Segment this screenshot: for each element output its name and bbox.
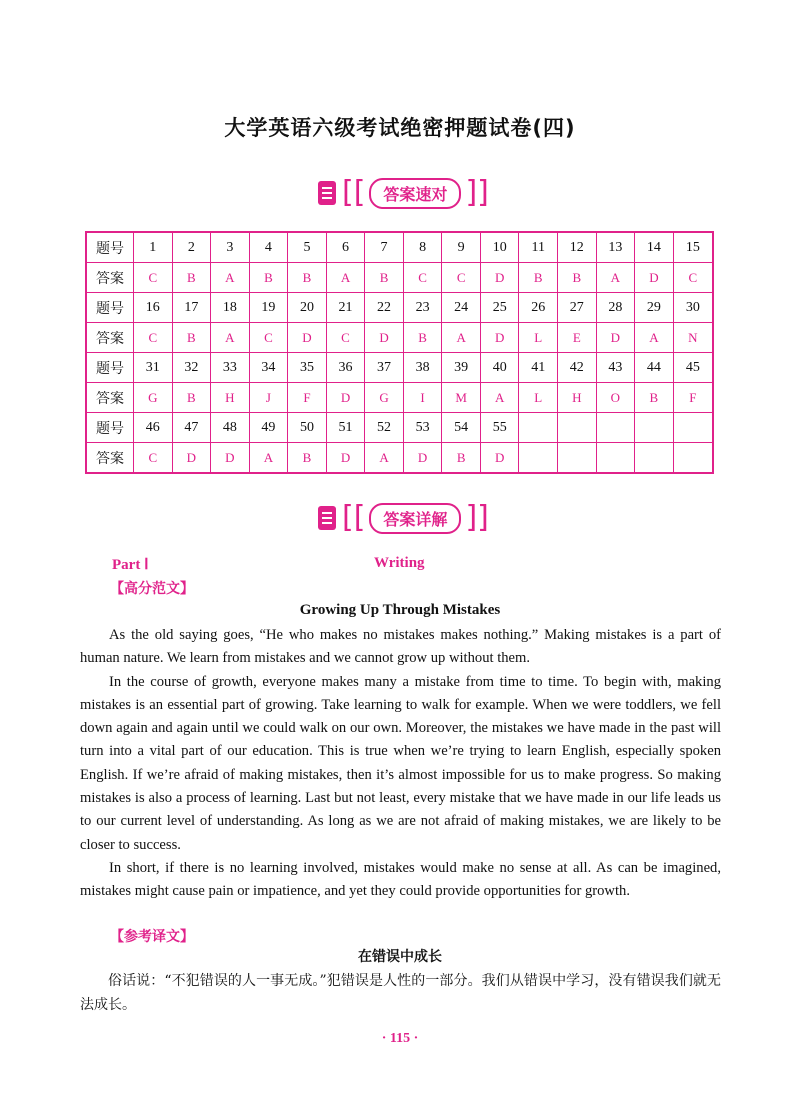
answer-letter: C bbox=[403, 263, 442, 293]
question-number-row bbox=[86, 293, 713, 323]
right-bracket: ]] bbox=[465, 500, 489, 535]
question-number: 25 bbox=[480, 293, 519, 323]
question-number: 13 bbox=[596, 232, 635, 263]
section-name: Writing bbox=[374, 555, 425, 571]
answer-letter bbox=[519, 443, 558, 474]
question-label: 题号 bbox=[86, 413, 134, 443]
essay-body bbox=[80, 624, 721, 904]
question-number: 53 bbox=[403, 413, 442, 443]
answer-letter: M bbox=[442, 383, 481, 413]
essay-paragraph: In the course of growth, everyone makes many a mistake from time to time. To begin with, making mistakes is an essential part of growing. Take learning to walk for example. When we were toddlers, we fell down again and again until we could walk on our own. Moreover, the mistakes we have made in the past will turn into a vital part of our education. This is true when we’re trying to learn English, especially spoken English. If we’re afraid of making mistakes, then it’s almost impossible for us to make progress. So making mistakes is also a process of learning. Last but not least, every mistake that we have made in our life leads us to our current level of understanding. As long as we are not afraid of making mistakes, we are likely to be closer to success. bbox=[80, 673, 721, 853]
question-number: 36 bbox=[326, 353, 365, 383]
answer-letter: B bbox=[288, 443, 327, 474]
question-number: 42 bbox=[558, 353, 597, 383]
answer-letter: B bbox=[365, 263, 404, 293]
answer-letter: F bbox=[673, 383, 713, 413]
answer-label: 答案 bbox=[86, 323, 134, 353]
answer-letter bbox=[673, 443, 713, 474]
answer-letter: A bbox=[211, 263, 250, 293]
question-number: 33 bbox=[211, 353, 250, 383]
answer-letter: N bbox=[673, 323, 713, 353]
question-number: 40 bbox=[480, 353, 519, 383]
answers-quick-label: 答案速对 bbox=[369, 178, 461, 209]
answer-letter: A bbox=[480, 383, 519, 413]
question-number: 28 bbox=[596, 293, 635, 323]
question-number: 19 bbox=[249, 293, 288, 323]
answer-letter: D bbox=[326, 443, 365, 474]
question-number: 52 bbox=[365, 413, 404, 443]
left-bracket: [[ bbox=[342, 500, 366, 535]
question-number: 9 bbox=[442, 232, 481, 263]
question-number bbox=[519, 413, 558, 443]
question-number: 10 bbox=[480, 232, 519, 263]
answer-letter: G bbox=[134, 383, 173, 413]
question-number: 44 bbox=[635, 353, 674, 383]
essay-title: Growing Up Through Mistakes bbox=[299, 602, 501, 618]
answers-detail-label: 答案详解 bbox=[369, 503, 461, 534]
question-number: 15 bbox=[673, 232, 713, 263]
answer-letter: D bbox=[326, 383, 365, 413]
answer-letter: J bbox=[249, 383, 288, 413]
question-number: 46 bbox=[134, 413, 173, 443]
answer-letter: D bbox=[480, 323, 519, 353]
answer-row bbox=[86, 383, 713, 413]
question-number: 30 bbox=[673, 293, 713, 323]
question-number: 12 bbox=[558, 232, 597, 263]
answer-letter: D bbox=[172, 443, 211, 474]
answer-letter: B bbox=[172, 323, 211, 353]
question-number: 34 bbox=[249, 353, 288, 383]
question-number: 50 bbox=[288, 413, 327, 443]
answer-letter: E bbox=[558, 323, 597, 353]
question-number: 43 bbox=[596, 353, 635, 383]
part-label: Part Ⅰ bbox=[112, 557, 149, 573]
question-number: 38 bbox=[403, 353, 442, 383]
answer-letter: D bbox=[403, 443, 442, 474]
question-number: 18 bbox=[211, 293, 250, 323]
question-number: 31 bbox=[134, 353, 173, 383]
document-icon bbox=[318, 506, 336, 530]
answers-quick-banner bbox=[0, 173, 800, 213]
question-number: 20 bbox=[288, 293, 327, 323]
answer-letter: A bbox=[249, 443, 288, 474]
answer-letter: L bbox=[519, 383, 558, 413]
question-number: 23 bbox=[403, 293, 442, 323]
question-label: 题号 bbox=[86, 293, 134, 323]
answer-letter: A bbox=[326, 263, 365, 293]
question-number: 51 bbox=[326, 413, 365, 443]
answer-row bbox=[86, 263, 713, 293]
question-number: 6 bbox=[326, 232, 365, 263]
answer-letter: A bbox=[211, 323, 250, 353]
question-number: 4 bbox=[249, 232, 288, 263]
answer-letter: A bbox=[596, 263, 635, 293]
answer-letter: C bbox=[442, 263, 481, 293]
question-number: 35 bbox=[288, 353, 327, 383]
answer-letter: D bbox=[288, 323, 327, 353]
question-number: 21 bbox=[326, 293, 365, 323]
question-number bbox=[558, 413, 597, 443]
answer-letter: D bbox=[365, 323, 404, 353]
answer-letter: D bbox=[480, 263, 519, 293]
question-number: 41 bbox=[519, 353, 558, 383]
answer-label: 答案 bbox=[86, 263, 134, 293]
question-number: 48 bbox=[211, 413, 250, 443]
question-number: 3 bbox=[211, 232, 250, 263]
answer-letter: F bbox=[288, 383, 327, 413]
answer-letter: C bbox=[673, 263, 713, 293]
question-number: 45 bbox=[673, 353, 713, 383]
question-number: 54 bbox=[442, 413, 481, 443]
answer-letter: O bbox=[596, 383, 635, 413]
question-number: 37 bbox=[365, 353, 404, 383]
translation-body bbox=[80, 969, 721, 1017]
question-number: 29 bbox=[635, 293, 674, 323]
answer-letter: C bbox=[326, 323, 365, 353]
answer-letter: H bbox=[211, 383, 250, 413]
translation-title: 在错误中成长 bbox=[358, 949, 442, 965]
answer-row bbox=[86, 323, 713, 353]
question-number: 8 bbox=[403, 232, 442, 263]
question-number: 7 bbox=[365, 232, 404, 263]
answer-letter: C bbox=[134, 323, 173, 353]
answer-letter: D bbox=[211, 443, 250, 474]
answer-letter: B bbox=[442, 443, 481, 474]
question-number: 49 bbox=[249, 413, 288, 443]
question-number bbox=[635, 413, 674, 443]
document-icon bbox=[318, 181, 336, 205]
left-bracket: [[ bbox=[342, 175, 366, 210]
question-number bbox=[673, 413, 713, 443]
translation-tag: 【参考译文】 bbox=[110, 929, 194, 945]
answer-letter: D bbox=[480, 443, 519, 474]
question-number: 32 bbox=[172, 353, 211, 383]
answer-letter: B bbox=[249, 263, 288, 293]
question-label: 题号 bbox=[86, 232, 134, 263]
question-number: 47 bbox=[172, 413, 211, 443]
question-number bbox=[596, 413, 635, 443]
translation-paragraph: 俗话说：“不犯错误的人一事无成。”犯错误是人性的一部分。我们从错误中学习，没有错误我们就无法成长。 bbox=[80, 973, 721, 1013]
answer-letter: D bbox=[596, 323, 635, 353]
answer-letter: B bbox=[519, 263, 558, 293]
question-number: 26 bbox=[519, 293, 558, 323]
question-number: 5 bbox=[288, 232, 327, 263]
question-number: 11 bbox=[519, 232, 558, 263]
answer-letter bbox=[635, 443, 674, 474]
answer-letter: B bbox=[403, 323, 442, 353]
answer-letter: D bbox=[635, 263, 674, 293]
answer-letter: A bbox=[365, 443, 404, 474]
question-number-row bbox=[86, 232, 713, 263]
model-essay-tag: 【高分范文】 bbox=[110, 581, 194, 597]
answer-letter: B bbox=[558, 263, 597, 293]
question-number: 16 bbox=[134, 293, 173, 323]
answer-letter: C bbox=[134, 443, 173, 474]
answers-detail-banner bbox=[0, 498, 800, 538]
page-number: · 115 · bbox=[381, 1031, 419, 1046]
answer-label: 答案 bbox=[86, 383, 134, 413]
question-number: 17 bbox=[172, 293, 211, 323]
answer-letter: L bbox=[519, 323, 558, 353]
question-number-row bbox=[86, 413, 713, 443]
answer-row bbox=[86, 443, 713, 474]
question-number: 22 bbox=[365, 293, 404, 323]
question-number: 55 bbox=[480, 413, 519, 443]
essay-paragraph: In short, if there is no learning involved, mistakes would make no sense at all. As can be imagined, mistakes might cause pain or impatience, and yet they could provide opportunities for growth. bbox=[80, 859, 721, 900]
answer-letter: G bbox=[365, 383, 404, 413]
answer-letter: A bbox=[635, 323, 674, 353]
question-number: 14 bbox=[635, 232, 674, 263]
question-number: 39 bbox=[442, 353, 481, 383]
page-title: 大学英语六级考试绝密押题试卷(四) bbox=[224, 116, 576, 140]
answer-letter bbox=[558, 443, 597, 474]
answer-letter: B bbox=[635, 383, 674, 413]
question-number: 24 bbox=[442, 293, 481, 323]
answer-letter: I bbox=[403, 383, 442, 413]
answer-letter: B bbox=[172, 263, 211, 293]
answer-letter: C bbox=[249, 323, 288, 353]
right-bracket: ]] bbox=[465, 175, 489, 210]
answer-label: 答案 bbox=[86, 443, 134, 474]
essay-paragraph: As the old saying goes, “He who makes no mistakes makes nothing.” Making mistakes is a part of human nature. We learn from mistakes and we cannot grow up without them. bbox=[80, 627, 721, 667]
answer-letter: B bbox=[288, 263, 327, 293]
answer-table bbox=[85, 231, 714, 474]
answer-letter: A bbox=[442, 323, 481, 353]
question-number: 1 bbox=[134, 232, 173, 263]
question-label: 题号 bbox=[86, 353, 134, 383]
question-number: 27 bbox=[558, 293, 597, 323]
answer-letter: B bbox=[172, 383, 211, 413]
answer-letter: H bbox=[558, 383, 597, 413]
question-number: 2 bbox=[172, 232, 211, 263]
question-number-row bbox=[86, 353, 713, 383]
answer-letter: C bbox=[134, 263, 173, 293]
answer-letter bbox=[596, 443, 635, 474]
